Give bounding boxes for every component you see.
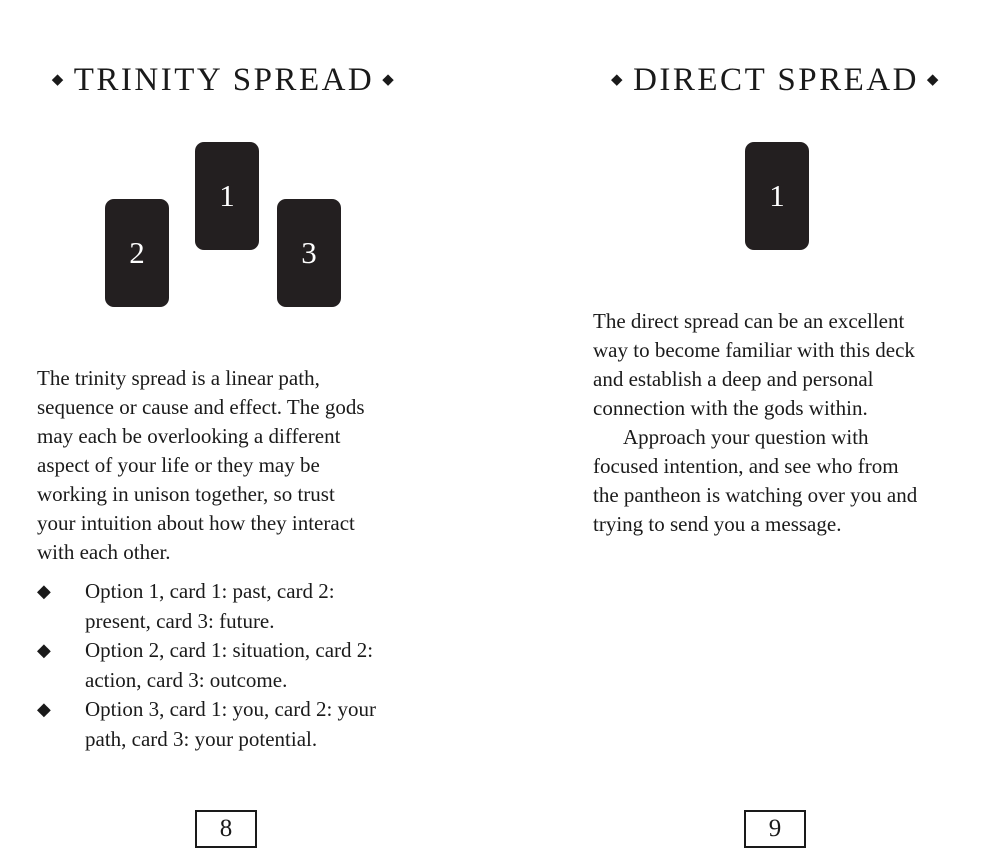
list-item (37, 636, 437, 695)
diamond-ornament-icon: ◆ (611, 71, 626, 88)
text-line: The direct spread can be an excellent (593, 309, 905, 333)
page-title (0, 62, 474, 99)
page-title (526, 62, 1000, 99)
diamond-ornament-icon: ◆ (382, 71, 397, 88)
card-number: 1 (219, 178, 235, 213)
list-item (37, 695, 437, 754)
page-title-text: DIRECT SPREAD (633, 62, 919, 98)
text-line: action, card 3: outcome. (85, 667, 288, 692)
card-number: 3 (301, 235, 317, 270)
page-number-box (195, 810, 257, 848)
text-line: path, card 3: your potential. (85, 726, 318, 751)
card-position-2 (105, 199, 169, 307)
page-number-box (744, 810, 806, 848)
right-page (500, 0, 1000, 851)
direct-description (593, 307, 993, 539)
text-line: way to become familiar with this deck (593, 338, 915, 362)
diamond-bullet-icon: ◆ (37, 699, 51, 719)
paragraph (593, 423, 993, 539)
text-line: sequence or cause and effect. The gods (37, 395, 365, 419)
text-line: Option 2, card 1: situation, card 2: (85, 638, 374, 662)
diamond-ornament-icon: ◆ (926, 71, 941, 88)
text-line: working in unison together, so trust (37, 482, 335, 506)
page-number: 8 (219, 815, 233, 842)
list-item (37, 577, 437, 636)
card-position-3 (277, 199, 341, 307)
text-line: present, card 3: future. (85, 608, 275, 633)
card-number: 2 (129, 235, 145, 270)
diamond-bullet-icon: ◆ (37, 640, 51, 660)
diamond-bullet-icon: ◆ (37, 581, 51, 601)
card-position-1 (745, 142, 809, 250)
text-line: focused intention, and see who from (593, 454, 899, 478)
diamond-ornament-icon: ◆ (51, 71, 66, 88)
text-line: trying to send you a message. (593, 512, 842, 536)
page-title-text: TRINITY SPREAD (73, 62, 375, 98)
text-line: connection with the gods within. (593, 396, 868, 420)
text-line: may each be overlooking a different (37, 424, 341, 448)
text-line: and establish a deep and personal (593, 367, 874, 391)
text-line: Option 3, card 1: you, card 2: your (85, 697, 377, 721)
text-line: with each other. (37, 540, 171, 564)
text-line: Option 1, card 1: past, card 2: (85, 579, 335, 603)
page-number: 9 (768, 815, 782, 842)
text-line: the pantheon is watching over you and (593, 483, 918, 507)
text-line: aspect of your life or they may be (37, 453, 320, 477)
option-list (37, 577, 437, 754)
paragraph (593, 307, 993, 423)
trinity-description (37, 364, 477, 567)
text-line: your intuition about how they interact (37, 511, 355, 535)
card-number: 1 (769, 178, 785, 213)
text-line: The trinity spread is a linear path, (37, 366, 320, 390)
text-line: Approach your question with (623, 425, 869, 449)
card-position-1 (195, 142, 259, 250)
